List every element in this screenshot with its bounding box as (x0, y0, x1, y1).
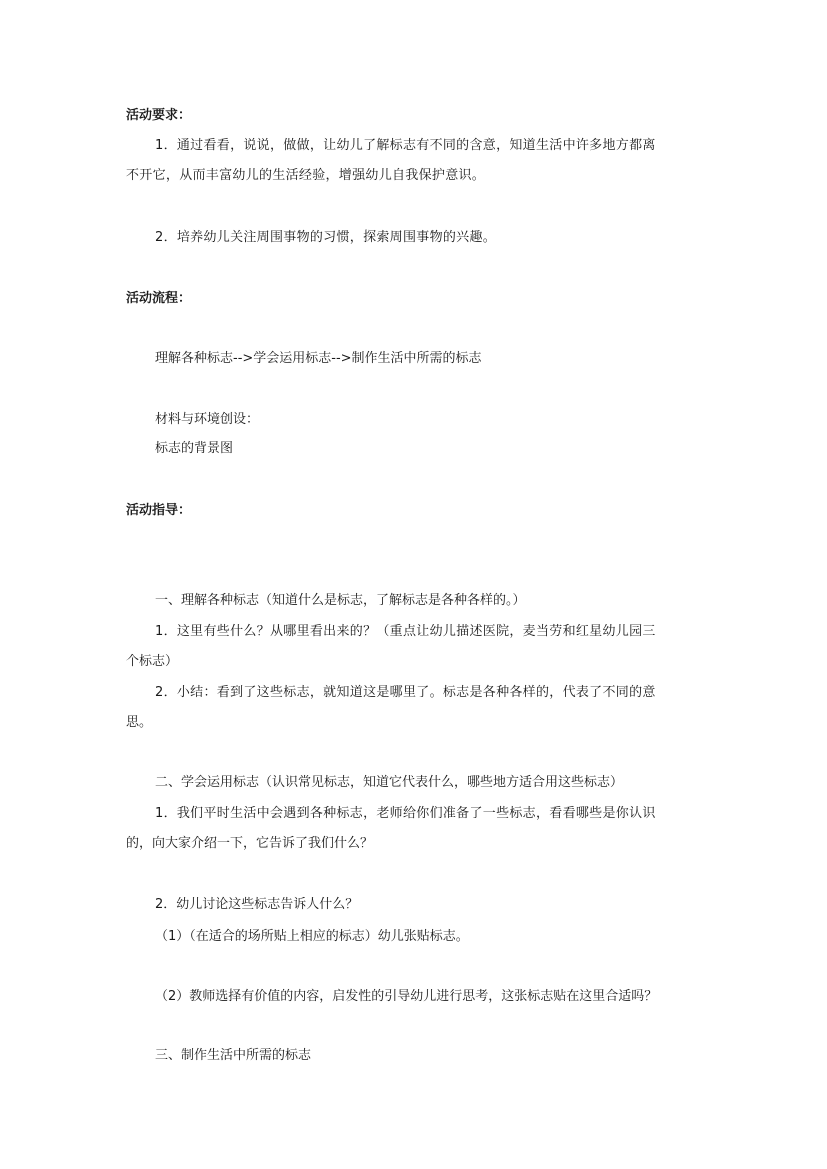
requirement-2: 2．培养幼儿关注周围事物的习惯，探索周围事物的兴趣。 (155, 230, 497, 245)
part-2-question-2: 2．幼儿讨论这些标志告诉人什么？ (155, 897, 359, 912)
requirements-heading: 活动要求： (126, 108, 192, 123)
part-2-title: 二、学会运用标志（认识常见标志，知道它代表什么，哪些地方适合用这些标志） (155, 775, 624, 790)
requirement-1-line-1: 1．通过看看，说说，做做，让幼儿了解标志有不同的含意，知道生活中许多地方都离 (155, 138, 656, 153)
part-1-question-1-line-2: 个标志） (126, 654, 179, 669)
requirement-1-line-2: 不开它，从而丰富幼儿的生活经验，增强幼儿自我保护意识。 (126, 168, 486, 183)
materials-value: 标志的背景图 (155, 441, 234, 456)
part-1-question-1-line-1: 1．这里有些什么？从哪里看出来的？（重点让幼儿描述医院，麦当劳和红星幼儿园三 (155, 624, 656, 639)
part-2-question-1-line-2: 的，向大家介绍一下，它告诉了我们什么？ (126, 836, 374, 851)
part-2-question-1-line-1: 1．我们平时生活中会遇到各种标志，老师给你们准备了一些标志，看看哪些是你认识 (155, 806, 656, 821)
process-flow: 理解各种标志-->学会运用标志-->制作生活中所需的标志 (155, 351, 482, 366)
process-heading: 活动流程： (126, 291, 192, 306)
part-1-title: 一、理解各种标志（知道什么是标志，了解标志是各种各样的。） (155, 593, 526, 608)
part-1-question-2-line-2: 思。 (126, 715, 153, 730)
guidance-heading: 活动指导： (126, 503, 192, 518)
part-2-question-2-sub-1: （1）（在适合的场所贴上相应的标志）幼儿张贴标志。 (155, 929, 469, 944)
part-2-question-2-sub-2: （2）教师选择有价值的内容，启发性的引导幼儿进行思考，这张标志贴在这里合适吗？ (155, 989, 658, 1004)
part-1-question-2-line-1: 2．小结：看到了这些标志，就知道这是哪里了。标志是各种各样的，代表了不同的意 (155, 685, 656, 700)
part-3-title: 三、制作生活中所需的标志 (155, 1048, 312, 1063)
materials-label: 材料与环境创设： (155, 412, 260, 427)
